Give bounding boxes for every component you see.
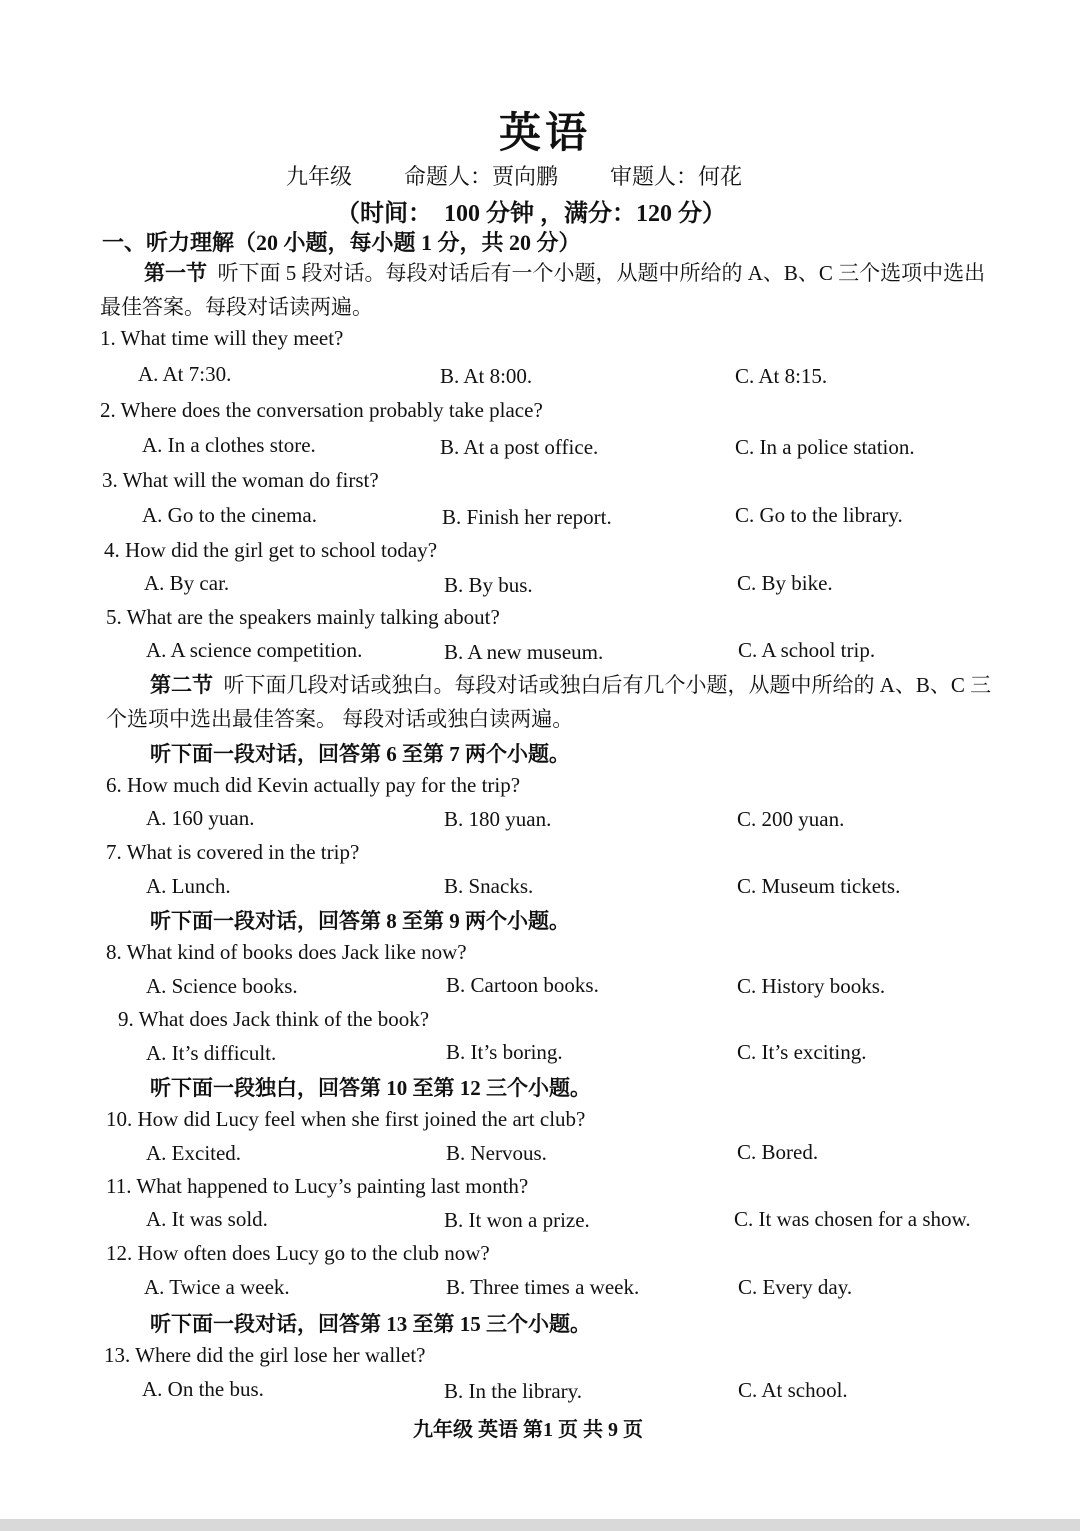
option-4b: B. By bus. — [444, 573, 533, 597]
instruction-6-7: 听下面一段对话，回答第 6 至第 7 两个小题。 — [150, 742, 570, 766]
option-12c: C. Every day. — [738, 1275, 853, 1299]
part2-label: 第二节 — [150, 673, 213, 697]
option-1a: A. At 7:30. — [138, 362, 232, 386]
question-11: 11. What happened to Lucy’s painting last month? — [106, 1174, 529, 1198]
part1-instructions — [100, 256, 1000, 324]
part2-instructions — [106, 668, 1006, 736]
question-5: 5. What are the speakers mainly talking about? — [106, 605, 500, 629]
option-8b: B. Cartoon books. — [446, 973, 599, 997]
option-7a: A. Lunch. — [146, 874, 231, 898]
option-4c: C. By bike. — [737, 571, 833, 595]
option-1c: C. At 8:15. — [735, 364, 828, 388]
instruction-8-9: 听下面一段对话，回答第 8 至第 9 两个小题。 — [150, 909, 570, 933]
question-10: 10. How did Lucy feel when she first joined the art club? — [106, 1107, 586, 1131]
option-3b: B. Finish her report. — [442, 505, 612, 529]
option-12a: A. Twice a week. — [144, 1275, 290, 1299]
question-4: 4. How did the girl get to school today? — [104, 538, 438, 562]
option-9b: B. It’s boring. — [446, 1040, 563, 1064]
option-11c: C. It was chosen for a show. — [734, 1207, 971, 1231]
option-6c: C. 200 yuan. — [737, 807, 845, 831]
option-4a: A. By car. — [144, 571, 230, 595]
question-3: 3. What will the woman do first? — [102, 468, 379, 492]
page-title: 英语 — [498, 111, 591, 157]
time-score-info: （时间： 100 分钟 ，满分：120 分） — [336, 201, 726, 227]
part1-text: 听下面 5 段对话。每段对话后有一个小题，从题中所给的 A、B、C 三个选项中选出最佳答案。每段对话读两遍。 — [100, 261, 986, 319]
author-line — [286, 160, 794, 191]
option-3c: C. Go to the library. — [735, 503, 903, 527]
question-2: 2. Where does the conversation probably take place? — [100, 398, 543, 422]
reviewer-label: 审题人：何花 — [610, 164, 743, 189]
question-13: 13. Where did the girl lose her wallet? — [104, 1343, 426, 1367]
option-7b: B. Snacks. — [444, 874, 534, 898]
option-8c: C. History books. — [737, 974, 886, 998]
part1-label: 第一节 — [144, 261, 207, 285]
question-8: 8. What kind of books does Jack like now? — [106, 940, 467, 964]
option-5c: C. A school trip. — [738, 638, 876, 662]
option-13c: C. At school. — [738, 1378, 848, 1402]
question-9: 9. What does Jack think of the book? — [118, 1007, 430, 1031]
section-heading: 一、听力理解（20 小题，每小题 1 分，共 20 分） — [102, 230, 581, 255]
option-10a: A. Excited. — [146, 1141, 242, 1165]
question-7: 7. What is covered in the trip? — [106, 840, 360, 864]
option-10c: C. Bored. — [737, 1140, 819, 1164]
option-7c: C. Museum tickets. — [737, 874, 901, 898]
instruction-10-12: 听下面一段独白，回答第 10 至第 12 三个小题。 — [150, 1076, 591, 1100]
option-8a: A. Science books. — [146, 974, 298, 998]
page-footer: 九年级 英语 第1 页 共 9 页 — [413, 1419, 643, 1441]
question-6: 6. How much did Kevin actually pay for the trip? — [106, 773, 521, 797]
option-11b: B. It won a prize. — [444, 1208, 590, 1232]
option-3a: A. Go to the cinema. — [142, 503, 317, 527]
option-9c: C. It’s exciting. — [737, 1040, 867, 1064]
instruction-13-15: 听下面一段对话，回答第 13 至第 15 三个小题。 — [150, 1312, 591, 1336]
question-12: 12. How often does Lucy go to the club now? — [106, 1241, 490, 1265]
option-10b: B. Nervous. — [446, 1141, 547, 1165]
option-13b: B. In the library. — [444, 1379, 583, 1403]
part2-text: 听下面几段对话或独白。每段对话或独白后有几个小题，从题中所给的 A、B、C 三个选项中选出最佳答案。 每段对话或独白读两遍。 — [106, 673, 992, 731]
option-11a: A. It was sold. — [146, 1207, 268, 1231]
option-5b: B. A new museum. — [444, 640, 604, 664]
option-6a: A. 160 yuan. — [146, 806, 255, 830]
option-12b: B. Three times a week. — [446, 1275, 640, 1299]
setter-label: 命题人：贾向鹏 — [404, 164, 559, 189]
grade-label: 九年级 — [286, 164, 353, 189]
option-1b: B. At 8:00. — [440, 364, 533, 388]
option-2b: B. At a post office. — [440, 435, 599, 459]
option-2c: C. In a police station. — [735, 435, 915, 459]
bottom-edge-bar — [0, 1519, 1080, 1531]
option-9a: A. It’s difficult. — [146, 1041, 277, 1065]
option-13a: A. On the bus. — [142, 1377, 264, 1401]
option-2a: A. In a clothes store. — [142, 433, 316, 457]
question-1: 1. What time will they meet? — [100, 326, 344, 350]
option-5a: A. A science competition. — [146, 638, 363, 662]
option-6b: B. 180 yuan. — [444, 807, 552, 831]
